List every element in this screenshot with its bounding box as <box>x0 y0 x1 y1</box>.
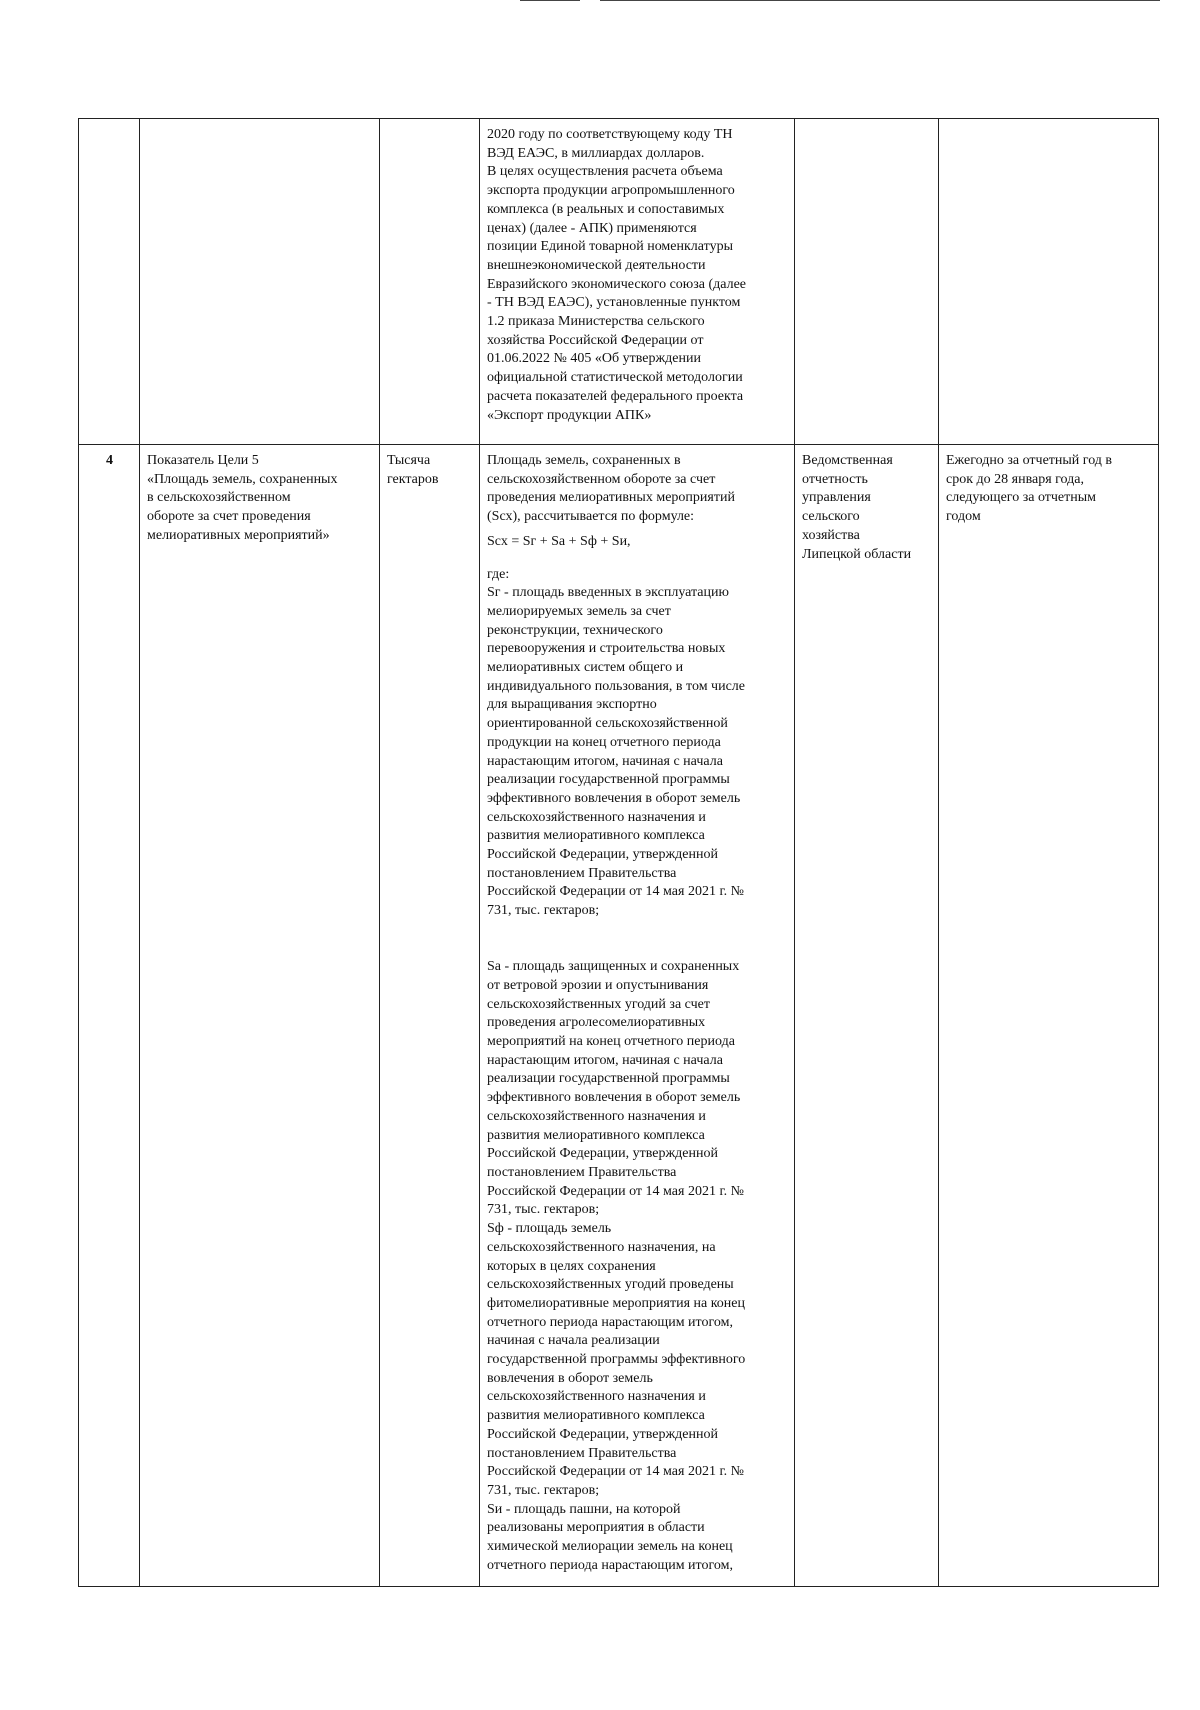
cell-unit <box>380 445 480 1587</box>
formula: Sсх = Sг + Sа + Sф + Sи, <box>487 533 631 549</box>
cell-period <box>939 445 1159 1587</box>
definition-sg: Sг - площадь введенных в эксплуатацию мелиорируемых земель за счет реконструкции, технического перевооружения и строительства новых мелиоративных систем общего и индивидуального пользования, в том числе для выращивания экспортно ориентированной сельскохозяйственной продукции на конец отчетного периода нарастающим итогом, начиная с начала реализации государственной программы эффективного вовлечения в оборот земель сельскохозяйственного назначения и развития мелиоративного комплекса Российской Федерации, утвержденной постановлением Правительства Российской Федерации от 14 мая 2021 г. № 731, тыс. гектаров; <box>487 585 746 919</box>
definition-sa: Sа - площадь защищенных и сохраненных от ветровой эрозии и опустынивания сельскохозяйственных угодий за счет проведения агролесомелиоративных мероприятий на конец отчетного периода нарастающим итогом, начиная с начала реализации государственной программы эффективного вовлечения в оборот земель сельскохозяйственного назначения и развития мелиоративного комплекса Российской Федерации, утвержденной постановлением Правительства Российской Федерации от 14 мая 2021 г. № 731, тыс. гектаров; <box>487 959 744 1218</box>
cell-method <box>480 119 795 445</box>
cell-unit <box>380 119 480 445</box>
cell-method <box>480 445 795 1587</box>
table-row <box>79 445 1159 1587</box>
period-text: Ежегодно за отчетный год в срок до 28 января года, следующего за отчетным годом <box>946 453 1113 525</box>
scan-edge-line <box>600 0 1160 1</box>
cell-source <box>795 445 939 1587</box>
cell-indicator-name <box>140 445 380 1587</box>
definition-sf: Sф - площадь земель сельскохозяйственного назначения, на которых в целях сохранения сельскохозяйственных угодий проведены фитомелиоративные мероприятия на конец отчетного периода нарастающим итогом, начиная с начала реализации государственной программы эффективного вовлечения в оборот земель сельскохозяйственного назначения и развития мелиоративного комплекса Российской Федерации, утвержденной постановлением Правительства Российской Федерации от 14 мая 2021 г. № 731, тыс. гектаров; <box>487 1221 746 1498</box>
source-text: Ведомственная отчетность управления сельского хозяйства Липецкой области <box>802 453 912 562</box>
method-intro: Площадь земель, сохраненных в сельскохозяйственном обороте за счет проведения мелиоративных мероприятий (Sсх), рассчитывается по формуле: <box>487 453 735 525</box>
cell-number <box>79 119 140 445</box>
method-text: 2020 году по соответствующему коду ТН ВЭД ЕАЭС, в миллиардах долларов. В целях осуществления расчета объема экспорта продукции агропромышленного комплекса (в реальных и сопоставимых ценах) (далее - АПК) применяются позиции Единой товарной номенклатуры внешнеэкономической деятельности Евразийского экономического союза (далее - ТН ВЭД ЕАЭС), установленные пунктом 1.2 приказа Министерства сельского хозяйства Российской Федерации от 01.06.2022 № 405 «Об утверждении официальной статистической методологии расчета показателей федерального проекта «Экспорт продукции АПК» <box>487 127 747 423</box>
where-label: где: <box>487 566 510 582</box>
cell-period <box>939 119 1159 445</box>
table-row <box>79 119 1159 445</box>
unit-text: Тысяча гектаров <box>387 453 439 487</box>
cell-source <box>795 119 939 445</box>
definition-si: Sи - площадь пашни, на которой реализованы мероприятия в области химической мелиорации земель на конец отчетного периода нарастающим итогом, <box>487 1501 733 1573</box>
indicator-table <box>78 118 1159 1587</box>
cell-number: 4 <box>79 445 140 1587</box>
indicator-name: Показатель Цели 5 «Площадь земель, сохраненных в сельскохозяйственном обороте за счет проведения мелиоративных мероприятий» <box>147 453 338 543</box>
cell-indicator-name <box>140 119 380 445</box>
scan-edge-line <box>520 0 580 1</box>
